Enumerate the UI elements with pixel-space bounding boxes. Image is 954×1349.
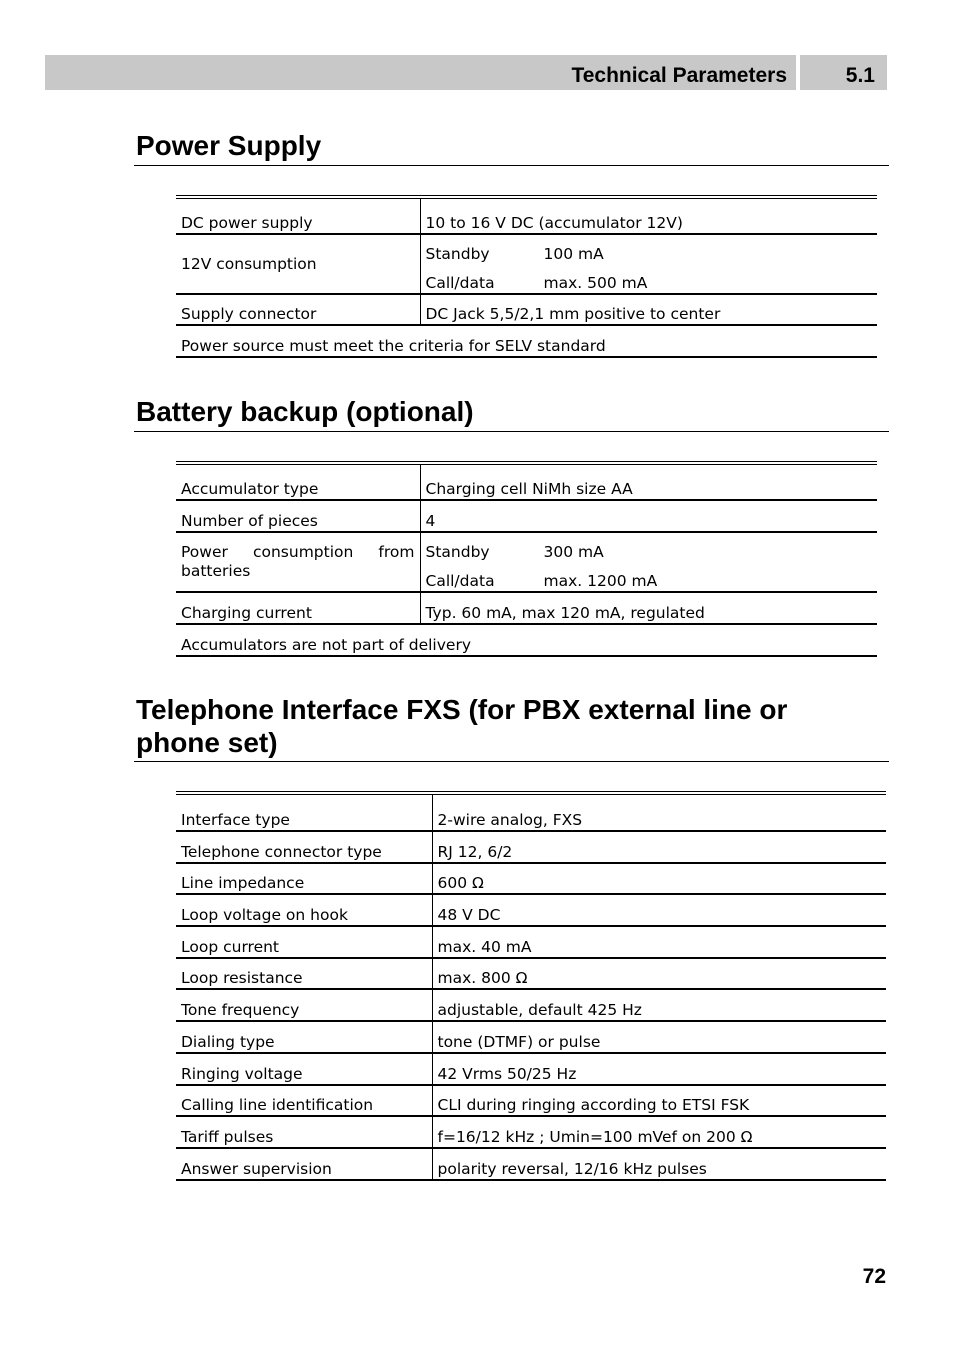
sub-row-value: 300 mA [543,543,604,561]
row-label: Ringing voltage [176,1053,432,1085]
row-label: Supply connector [176,294,420,325]
row-value: RJ 12, 6/2 [432,831,886,863]
table-row [176,1021,886,1053]
header-section-number [800,55,887,90]
row-value: max. 800 Ω [432,958,886,990]
row-value: 48 V DC [432,894,886,926]
row-value: f=16/12 kHz ; Umin=100 mVef on 200 Ω [432,1116,886,1148]
table-row [176,532,877,592]
row-label: Calling line identification [176,1085,432,1117]
row-value: adjustable, default 425 Hz [432,989,886,1021]
telephone-interface-title [136,693,876,759]
row-label: 12V consumption [176,234,420,294]
sub-row-value: max. 1200 mA [543,572,658,590]
battery-backup-rule [134,431,889,432]
row-label: Loop resistance [176,958,432,990]
row-value: 42 Vrms 50/25 Hz [432,1053,886,1085]
sub-row-value: max. 500 mA [543,274,648,292]
row-label: Power consumption from batteries [176,532,420,592]
table-note: Power source must meet the criteria for SELV standard [176,325,877,357]
page-header [45,55,887,90]
table-row [176,234,877,294]
row-value: max. 40 mA [432,926,886,958]
row-value: CLI during ringing according to ETSI FSK [432,1085,886,1117]
row-value-group [420,532,877,592]
sub-row-name: Standby [425,543,490,561]
row-value: Charging cell NiMh size AA [420,463,877,500]
row-label: Interface type [176,793,432,831]
table-row [176,500,877,532]
table-row [176,325,877,357]
table-row [176,989,886,1021]
row-label: Telephone connector type [176,831,432,863]
row-value: polarity reversal, 12/16 kHz pulses [432,1148,886,1180]
row-value: 10 to 16 V DC (accumulator 12V) [420,197,877,234]
telephone-interface-table [176,791,886,1181]
table-row [176,831,886,863]
power-supply-title: Power Supply [136,130,322,161]
row-value: DC Jack 5,5/2,1 mm positive to center [420,294,877,325]
title-line-1: Telephone Interface FXS (for PBX external line or [136,694,788,725]
table-row [176,1053,886,1085]
sub-row-name: Call/data [425,274,495,292]
sub-row [426,235,873,266]
row-label: Tariff pulses [176,1116,432,1148]
table-row [176,1148,886,1180]
row-label: Number of pieces [176,500,420,532]
power-supply-table [176,195,877,358]
table-row [176,863,886,895]
sub-row [426,533,873,564]
row-label: Line impedance [176,863,432,895]
row-value: 2-wire analog, FXS [432,793,886,831]
section-number-text: 5.1 [845,64,875,87]
row-label: Accumulator type [176,463,420,500]
table-row [176,294,877,325]
row-label: Loop voltage on hook [176,894,432,926]
table-note: Accumulators are not part of delivery [176,624,877,656]
sub-row-name: Standby [425,245,490,263]
table-row [176,894,886,926]
telephone-interface-rule [134,761,889,762]
sub-row [426,564,873,591]
battery-backup-table [176,461,877,657]
sub-row-value: 100 mA [543,245,604,263]
power-supply-rule [134,165,889,166]
row-label: DC power supply [176,197,420,234]
row-label: Dialing type [176,1021,432,1053]
row-label: Loop current [176,926,432,958]
header-title: Technical Parameters [571,64,787,87]
table-row [176,958,886,990]
sub-row-name: Call/data [425,572,495,590]
table-row [176,624,877,656]
table-row [176,1116,886,1148]
row-value: 600 Ω [432,863,886,895]
row-label: Tone frequency [176,989,432,1021]
table-row [176,463,877,500]
sub-row [426,266,873,293]
row-label: Charging current [176,592,420,624]
battery-backup-title: Battery backup (optional) [136,396,474,427]
row-value: tone (DTMF) or pulse [432,1021,886,1053]
table-row [176,592,877,624]
page-number: 72 [862,1265,886,1288]
row-value-group [420,234,877,294]
table-row [176,197,877,234]
row-label: Answer supervision [176,1148,432,1180]
row-value: 4 [420,500,877,532]
title-line-2: phone set) [136,727,278,758]
table-row [176,926,886,958]
table-row [176,1085,886,1117]
table-row [176,793,886,831]
row-value: Typ. 60 mA, max 120 mA, regulated [420,592,877,624]
